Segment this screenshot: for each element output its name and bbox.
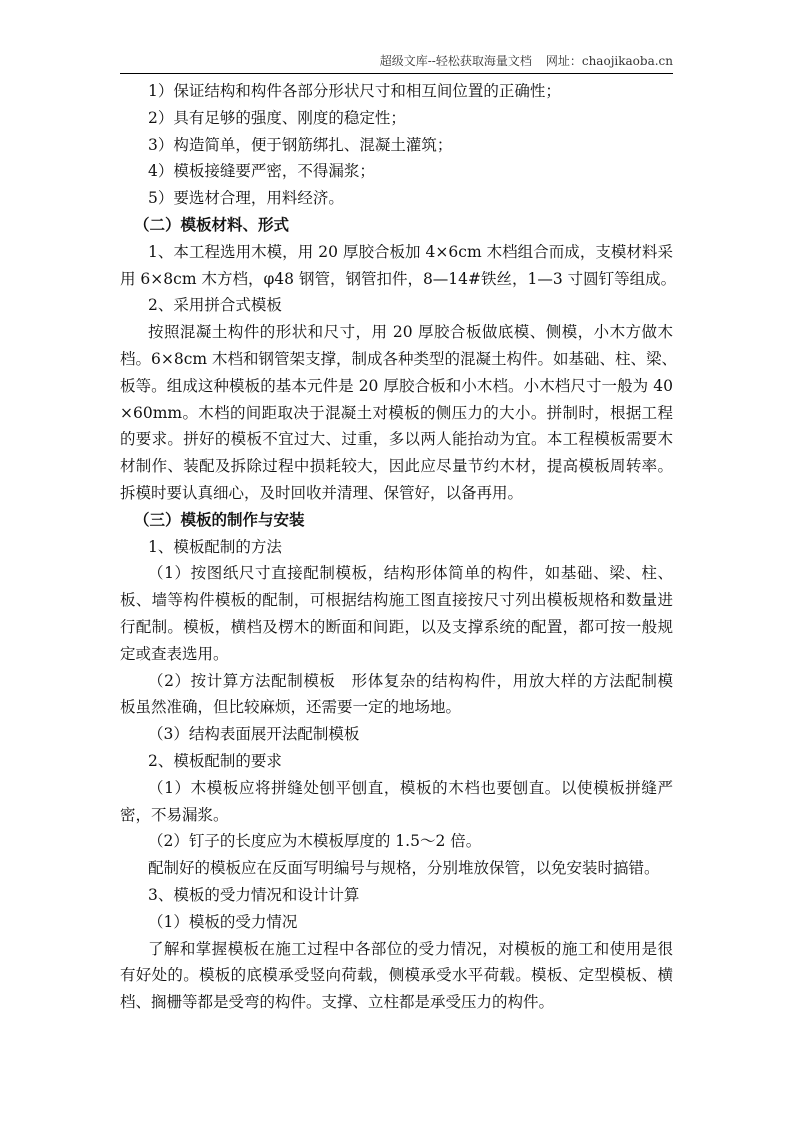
- text-line: 用 6×8cm 木方档，φ48 钢管，钢管扣件，8—14#铁丝，1—3 寸圆钉等组成。: [120, 269, 677, 288]
- header-site-url: 网址：chaojikaoba.cn: [545, 54, 673, 68]
- list-item: [120, 909, 673, 936]
- text-line: （1）木模板应将拼缝处刨平刨直，模板的木档也要刨直。以使模板拼缝严: [148, 778, 673, 797]
- text-line: 3、模板的受力情况和设计计算: [148, 885, 360, 904]
- text-line: （1）按图纸尺寸直接配制模板，结构形体简单的构件，如基础、梁、柱、: [148, 564, 673, 583]
- text-line: 1）保证结构和构件各部分形状尺寸和相互间位置的正确性；: [148, 82, 561, 100]
- list-item: [120, 721, 673, 748]
- text-line: （3）结构表面展开法配制模板: [148, 725, 360, 744]
- text-line: 密，不易漏浆。: [120, 805, 229, 824]
- list-item: [120, 78, 673, 105]
- paragraph: [120, 560, 673, 667]
- paragraph: [120, 239, 677, 293]
- text-line: 2、采用拼合式模板: [148, 296, 282, 315]
- text-line: （1）模板的受力情况: [148, 912, 298, 931]
- text-line: 5）要选材合理，用料经济。: [148, 189, 344, 208]
- list-item: [120, 748, 673, 775]
- text-line: （2）钉子的长度应为木模板厚度的 1.5～2 倍。: [148, 832, 482, 851]
- text-line: 有好处的。模板的底模承受竖向荷载，侧模承受水平荷载。模板、定型模板、横: [120, 966, 673, 985]
- text-line: 按照混凝土构件的形状和尺寸，用 20 厚胶合板做底模、侧模，小木方做木: [148, 323, 673, 342]
- text-line: 定或查表选用。: [120, 644, 229, 663]
- text-line: 2、模板配制的要求: [148, 751, 282, 770]
- text-line: 档、搁栅等都是受弯的构件。支撑、立柱都是承受压力的构件。: [120, 993, 555, 1012]
- paragraph: [120, 668, 673, 722]
- list-item: [120, 292, 673, 319]
- text-line: （2）按计算方法配制模板 形体复杂的结构构件，用放大样的方法配制模: [148, 671, 673, 690]
- list-item: [120, 158, 673, 185]
- text-line: （三）模板的制作与安装: [134, 509, 305, 529]
- text-line: 2）具有足够的强度、刚度的稳定性；: [148, 108, 406, 127]
- header-divider: [120, 73, 673, 74]
- list-item: [120, 534, 673, 561]
- text-line: 配制好的模板应在反面写明编号与规格，分别堆放保管，以免安装时搞错。: [148, 859, 660, 878]
- text-line: 1、本工程选用木模，用 20 厚胶合板加 4×6cm 木档组合而成，支模材料采: [148, 242, 673, 261]
- section-heading: [120, 507, 673, 534]
- text-line: （二）模板材料、形式: [134, 214, 290, 234]
- section-heading: [120, 212, 673, 239]
- text-line: 行配制。模板，横档及楞木的断面和间距，以及支撑系统的配置，都可按一般规: [120, 617, 673, 636]
- text-line: 1、模板配制的方法: [148, 537, 282, 556]
- paragraph: [120, 936, 673, 1016]
- text-line: 拆模时要认真细心，及时回收并清理、保管好，以备再用。: [120, 483, 524, 502]
- list-item: [120, 828, 673, 855]
- text-line: 的要求。拼好的模板不宜过大、过重，多以两人能抬动为宜。本工程模板需要木: [120, 430, 673, 449]
- list-item: [120, 132, 673, 159]
- text-line: 材制作、装配及拆除过程中损耗较大，因此应尽量节约木材，提高模板周转率。: [120, 457, 673, 476]
- list-item: [120, 882, 673, 909]
- list-item: [120, 105, 673, 132]
- document-body: [120, 78, 678, 1016]
- paragraph: [120, 775, 673, 829]
- list-item: [120, 185, 673, 212]
- text-line: 4）模板接缝要严密，不得漏浆；: [148, 162, 375, 181]
- text-line: 档。6×8cm 木档和钢管架支撑，制成各种类型的混凝土构件。如基础、柱、梁、: [120, 349, 678, 368]
- text-line: 3）构造简单，便于钢筋绑扎、混凝土灌筑；: [148, 135, 453, 154]
- text-line: 板虽然准确，但比较麻烦，还需要一定的地场地。: [120, 698, 462, 717]
- header-title: 超级文库--轻松获取海量文档: [379, 54, 532, 68]
- paragraph: [120, 319, 678, 507]
- text-line: 了解和掌握模板在施工过程中各部位的受力情况，对模板的施工和使用是很: [148, 939, 673, 958]
- list-item: [120, 855, 673, 882]
- text-line: 板、墙等构件模板的配制，可根据结构施工图直接按尺寸列出模板规格和数量进: [120, 591, 673, 610]
- text-line: 板等。组成这种模板的基本元件是 20 厚胶合板和小木档。小木档尺寸一般为 40: [120, 376, 673, 395]
- text-line: ×60mm。木档的间距取决于混凝土对模板的侧压力的大小。拼制时，根据工程: [120, 403, 673, 422]
- page-header: [120, 52, 673, 72]
